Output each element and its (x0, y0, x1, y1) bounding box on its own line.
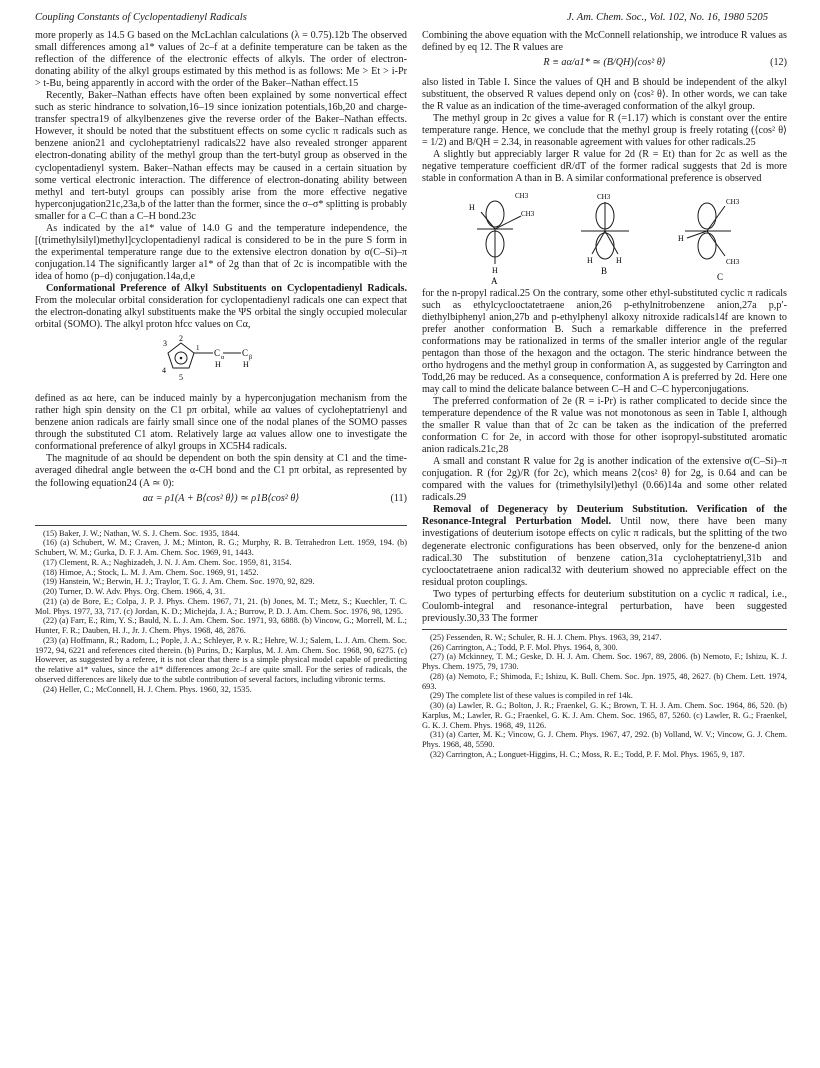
ring-position-label: 2 (179, 335, 183, 344)
paragraph: The preferred conformation of 2e (R = i-Pr) is rather complicated to decide since the temperature dependence of the R value was not monotonous as seen in Table I, although the smaller R value than that of 2c can be taken as the indication of the preferred conformation C for 2e, in accord with those for other isopropyl-substituted aromatic anion radicals.21c,28 (422, 395, 787, 456)
carbon-atom-label: C (214, 348, 221, 359)
reference-entry: (28) (a) Nemoto, F.; Shimoda, F.; Ishizu, K. Bull. Chem. Soc. Jpn. 1975, 48, 2627. (b) Chem. Lett. 1974, 693. (422, 671, 787, 691)
atom-label: H (586, 255, 593, 265)
bond (481, 212, 495, 229)
paragraph: As indicated by the a1* value of 14.0 G and the temperature independence, the [(trimethylsilyl)methyl]cyclopentadienyl radical is considered to be in the pure S form in the experimental temperature range due to the extensive electron donation by σ(C–Si)–π conjugation.14 The significantly larger a1* of 2g than that of 2c is incompatible with the idea of homo (p–d) conjugation.14a,d,e (35, 222, 407, 282)
footnote-references (422, 629, 787, 760)
left-column (35, 30, 407, 694)
bond (495, 216, 521, 229)
reference-entry: (19) Hanstein, W.; Berwin, H. J.; Traylor, T. G. J. Am. Chem. Soc. 1970, 92, 829. (43, 577, 315, 587)
bond (592, 231, 605, 254)
p-orbital-lobe (486, 201, 504, 227)
paragraph: more properly as 14.5 G based on the McLachlan calculations (λ = 0.75).12b The observed small differences among a1* values of 2c–f at a definite temperature can be taken as the reflection of the difference of the electronic effects of alkyls. The order of electron-donating ability of the alkyl groups estimated by this method is as follows: Me > Et > i-Pr > t-Bu, being apparently in accord with the order of the Baker–Nathan effect.15 (35, 30, 407, 90)
reference-entry: (20) Turner, D. W. Adv. Phys. Org. Chem. 1966, 4, 31. (43, 587, 226, 597)
conformation-caption: A (490, 275, 497, 286)
atom-label: CH3 (514, 191, 528, 200)
conformation-caption: C (716, 271, 723, 282)
paragraph: for the n-propyl radical.25 On the contrary, some other ethyl-substituted cyclic π radicals such as ethylcyclooctatetraene anion,26 p-ethylnitrobenzene anion,27a p,p′-diethylbiphenyl anion,27b and p-ethylphenyl alkoxy nitroxide radicals14f are known to prefer another conformation B. Such a remarkable difference in the preferred conformations may be rationalized in terms of the smaller interior angle of the regular pentagon than those of the hexagon and the octagon. The steric hindrance between the ortho hydrogens and the methyl group in conformation A, as suggested by Carrington and Todd,26 may be reduced. As a consequence, conformation A is preferred by 2d. Here one may call to mind the delicate balance between C–H and C–C hyperconjugations. (422, 287, 787, 395)
paragraph: Combining the above equation with the McConnell relationship, we introduce R values as defined by eq 12. The R values are (422, 30, 787, 54)
right-column (422, 30, 787, 760)
equation-expression: aα = ρ1(A + B⟨cos² θ⟩) ≃ ρ1B⟨cos² θ⟩ (142, 492, 300, 504)
reference-entry: (23) (a) Hoffmann, R.; Radom, L.; Pople, J. A.; Schleyer, P. v. R.; Hehre, W. J.; Salem, L. J. Am. Chem. Soc. 1972, 94, 6221 and references cited therein. (b) Purins, D.; Karplus, M. J. Am. Chem. Soc. 1968, 90, 6275. (c) However, as suggested by a referee, it is not clear that there is a simple physical model capable of predicting the relative a1* values, since the a1* differences among 2c–f are quite small. For the series of radicals, the observed differences are likely due to the subtle contribution of several factors, including vibronic terms. (35, 635, 407, 684)
reference-entry: (25) Fessenden, R. W.; Schuler, R. H. J. Chem. Phys. 1963, 39, 2147. (430, 632, 662, 642)
reference-entry: (18) Himoe, A.; Stock, L. M. J. Am. Chem. Soc. 1969, 91, 1452. (43, 567, 259, 577)
atom-label: H (468, 202, 475, 212)
paragraph: defined as aα here, can be induced mainly by a hyperconjugation mechanism from the rather high spin density on the C1 pπ orbital, while aα values of cycloheptatrienyl and benzene anion radicals are fairly small since one of the nodal planes of the SOMO passes through the substituted C1 atom. Relatively large aα values allow one to investigate the conformational preference of alkyl groups in XC5H4 radicals. (35, 393, 407, 453)
ring-position-label: 5 (179, 373, 183, 383)
reference-entry: (15) Baker, J. W.; Nathan, W. S. J. Chem. Soc. 1935, 1844. (43, 528, 240, 538)
reference-entry: (24) Heller, C.; McConnell, H. J. Chem. Phys. 1960, 32, 1535. (43, 684, 252, 694)
conformation-b (581, 202, 629, 259)
conformation-a (477, 201, 521, 264)
atom-label: H (491, 265, 498, 275)
paragraph: Two types of perturbing effects for deuterium substitution on a cyclic π radical, i.e., Coulomb-integral and resonance-integral perturbation, have been suggested previously.30,33 The former (422, 588, 787, 624)
reference-entry: (22) (a) Farr, E.; Rim, Y. S.; Bauld, N. L. J. Am. Chem. Soc. 1971, 93, 6888. (b) Vincow, G.; Morrell, M. L.; Hunter, F. R.; Dauben, H. J., Jr. J. Chem. Phys. 1968, 48, 2876. (35, 616, 407, 636)
atom-label: H (677, 233, 684, 243)
conformation-c (685, 203, 731, 259)
equation-11 (35, 493, 407, 509)
footnote-references (35, 525, 407, 695)
paragraph: The methyl group in 2c gives a value for R (=1.17) which is constant over the entire temperature range. Hence, we conclude that the methyl group is freely rotating (⟨cos² θ⟩ = 1/2) and B/QH = 2.34, in reasonable agreement with values for other radicals.25 (422, 113, 787, 149)
bond (707, 231, 725, 256)
hydrogen-atom-label: H (243, 360, 249, 370)
paragraph (35, 283, 407, 331)
paragraph: The magnitude of aα should be dependent on both the spin density at C1 and the time-averaged dihedral angle between the α-CH bond and the C1 pπ orbital, as represented by the following equation24 (A ≃ 0): (35, 453, 407, 489)
cyclopentadienyl-structure-figure (161, 335, 281, 391)
reference-entry: (21) (a) de Bore, E.; Colpa, J. P. J. Phys. Chem. 1967, 71, 21. (b) Jones, M. T.; Metz, S.; Kuechler, T. C. Mol. Phys. 1977, 33, 717. (c) Jordan, K. D.; Michejda, J. A.; Burrow, P. D. J. Am. Chem. Soc. 1976, 98, 1295. (35, 596, 407, 616)
paragraph-body: Until now, there have been many investigations of deuterium isotope effects on cylic π radicals, but the splitting of the two degenerate electronic configurations has been observed, only for the benzene-d anion radical.30 The substitution of benzene cation,31a cycloheptatrienyl,31b and cyclooctatetraene anion radical32 with deuterium showed no appreciable effect on the residual proton couplings. (422, 516, 787, 588)
reference-entry: (16) (a) Schubert, W. M.; Craven, J. M.; Minton, R. G.; Murphy, R. B. Tetrahedron Lett. 1959, 194. (b) Schubert, W. M.; Gurka, D. F. J. Am. Chem. Soc. 1969, 91, 1443. (35, 538, 407, 558)
ring-position-label: 4 (162, 366, 166, 376)
atom-label: CH3 (725, 197, 739, 206)
reference-entry: (26) Carrington, A.; Todd, P. F. Mol. Phys. 1964, 8, 300. (430, 642, 618, 652)
reference-entry: (27) (a) Mckinney, T. M.; Geske, D. H. J. Am. Chem. Soc. 1967, 89, 2806. (b) Nemoto, F.; Ishizu, K. J. Phys. Chem. 1975, 79, 1730. (422, 652, 787, 672)
paragraph: A slightly but appreciably larger R value for 2d (R = Et) than for 2c as well as the negative temperature coefficient dR/dT of the former radical suggests that 2d is more stable in conformation A than in B. A similar conformational preference is observed (422, 149, 787, 185)
carbon-atom-label: C (242, 348, 249, 359)
section-heading: Removal of Degeneracy by Deuterium Substitution. Verification of the Resonance-Integral Perturbation Model. (422, 504, 787, 528)
atom-label: H (615, 255, 622, 265)
conformation-caption: B (600, 265, 607, 276)
ring-position-label: 3 (163, 339, 167, 349)
reference-entry: (31) (a) Carter, M. K.; Vincow, G. J. Chem. Phys. 1967, 47, 292. (b) Volland, W. V.; Vincow, G. J. Chem. Phys. 1968, 48, 5590. (422, 730, 787, 750)
p-orbital-lobe (596, 233, 614, 259)
reference-entry: (30) (a) Lawler, R. G.; Bolton, J. R.; Fraenkel, G. K.; Brown, T. H. J. Am. Chem. Soc. 1964, 86, 520. (b) Karplus, M.; Lawler, R. G.; Fraenkel, G. K. J. Am. Chem. Soc. 1965, 87, 5260. (c) Lawler, R. G.; Fraenkel, G. K. J. Chem. Phys. 1968, 49, 1126. (422, 701, 787, 730)
atom-label: CH3 (520, 209, 534, 218)
equation-expression: R ≡ aα/a1* ≃ (B/QH)⟨cos² θ⟩ (543, 57, 666, 69)
paragraph: also listed in Table I. Since the values of QH and B should be independent of the alkyl substituent, the observed R values depend only on ⟨cos² θ⟩. In other words, we can take the R value as an indication of the time-averaged conformation of the alkyl group. (422, 77, 787, 113)
carbon-subscript-label: α (221, 355, 225, 362)
paragraph-body: From the molecular orbital consideration for cyclopentadienyl radicals one can expect that the electron-donating alkyl substituents make the ΨS orbital the singly occupied molecular orbital (SOMO). The alkyl proton hfcc values on Cα, (35, 295, 407, 331)
ring-position-label: 1 (196, 344, 200, 353)
bond (707, 206, 725, 231)
section-heading: Conformational Preference of Alkyl Substituents on Cyclopentadienyl Radicals. (46, 282, 407, 294)
paragraph: Recently, Baker–Nathan effects have often been explained by some nonvertical effect such as steric hindrance to solvation,16–19 since ionization potentials,16b,20 and charge-transfer spectra19 of alkylbenzenes give the reverse order of the Baker–Nathan effects. However, it should be noted that the substituent effects on some cyclic π radicals such as benzene anion21 and cycloheptatrienyl radicals22 have also revealed stronger apparent electron-donating ability of the methyl group than the tert-butyl group as observed in the cyclopentadienyl system. Baker–Nathan effects may be caused in a certain situation by some vertical electronic interaction. The difference of electron-donating ability between methyl and tert-butyl groups can possibly arise from the more effective negative hyperconjugation21c,23a,b of the latter than the former, since the σ–σ* splitting is probably smaller for a C–C than a C–H bond.23c (35, 90, 407, 222)
equation-number: (11) (390, 492, 407, 504)
running-title: Coupling Constants of Cyclopentadienyl Radicals (35, 12, 247, 23)
bond (605, 231, 618, 254)
hydrogen-atom-label: H (215, 360, 221, 370)
atom-label: CH3 (725, 257, 739, 266)
paragraph (422, 504, 787, 588)
reference-entry: (29) The complete list of these values is compiled in ref 14k. (430, 691, 633, 701)
reference-entry: (32) Carrington, A.; Longuet-Higgins, H. C.; Moss, R. E.; Todd, P. F. Mol. Phys. 1965, 9, 187. (430, 749, 745, 759)
atom-label: CH3 (596, 192, 610, 201)
p-orbital-lobe (698, 233, 716, 259)
equation-number: (12) (770, 57, 787, 69)
bond (687, 231, 707, 238)
radical-dot (180, 357, 183, 360)
paragraph: A small and constant R value for 2g is another indication of the extensive σ(C–Si)–π conjugation. R (for 2g)/R (for 2c), which means 2⟨cos² θ⟩ for 2g, is 0.64 and can be compared with the values for (trimethylsilyl)ethyl (0.66)14a and some other related radicals.29 (422, 456, 787, 504)
conformations-figure (455, 190, 755, 286)
equation-12 (422, 57, 787, 73)
p-orbital-lobe (698, 203, 716, 229)
carbon-subscript-label: β (249, 355, 253, 362)
journal-citation: J. Am. Chem. Soc., Vol. 102, No. 16, 1980 5205 (566, 12, 768, 23)
reference-entry: (17) Clement, R. A.; Naghizadeh, J. N. J. Am. Chem. Soc. 1959, 81, 3154. (43, 557, 292, 567)
